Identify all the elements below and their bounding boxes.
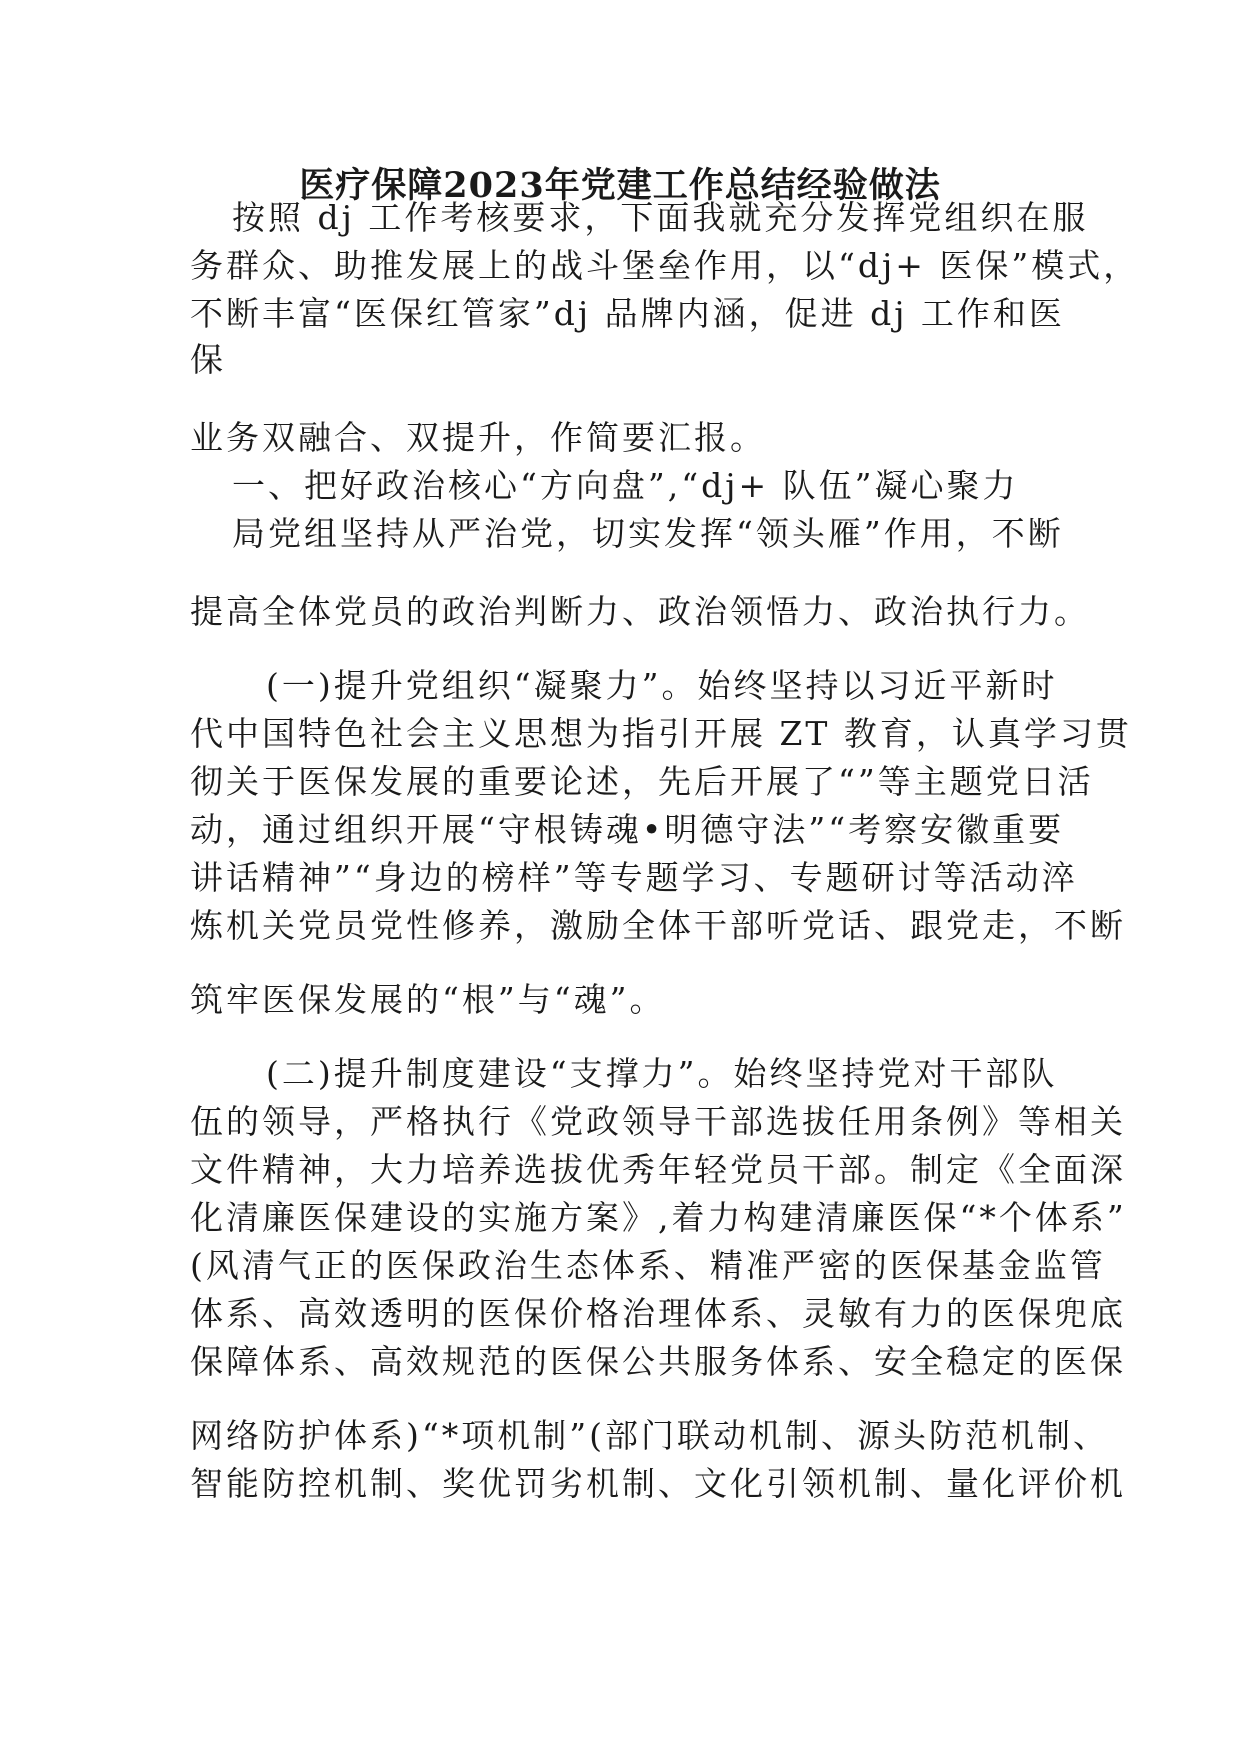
- body-line: 网络防护体系)“*项机制”(部门联动机制、源头防范机制、: [190, 1416, 1109, 1455]
- body-line: 动，通过组织开展“守根铸魂•明德守法”“考察安徽重要: [190, 810, 1065, 849]
- body-line: (风清气正的医保政治生态体系、精准严密的医保基金监管: [190, 1246, 1106, 1285]
- body-line: 代中国特色社会主义思想为指引开展 ZT 教育，认真学习贯: [190, 714, 1132, 753]
- body-line: 彻关于医保发展的重要论述，先后开展了“”等主题党日活: [190, 762, 1094, 801]
- body-line: 炼机关党员党性修养，激励全体干部听党话、跟党走，不断: [190, 906, 1126, 945]
- subsection-heading: (一)提升党组织“凝聚力”。始终坚持以习近平新时: [266, 666, 1058, 705]
- body-line: 化清廉医保建设的实施方案》,着力构建清廉医保“*个体系”: [190, 1198, 1127, 1237]
- subsection-heading: (二)提升制度建设“支撑力”。始终坚持党对干部队: [266, 1054, 1058, 1093]
- body-line: 智能防控机制、奖优罚劣机制、文化引领机制、量化评价机: [190, 1464, 1126, 1503]
- body-line: 业务双融合、双提升，作简要汇报。: [190, 418, 766, 457]
- document-title: 医疗保障2023年党建工作总结经验做法: [299, 165, 941, 206]
- body-line: 筑牢医保发展的“根”与“魂”。: [190, 980, 666, 1019]
- body-line: 讲话精神”“身边的榜样”等专题学习、专题研讨等活动淬: [190, 858, 1078, 897]
- body-line: 提高全体党员的政治判断力、政治领悟力、政治执行力。: [190, 592, 1090, 631]
- body-line: 局党组坚持从严治党，切实发挥“领头雁”作用，不断: [232, 514, 1064, 553]
- body-line: 按照 dj 工作考核要求，下面我就充分发挥党组织在服: [232, 198, 1089, 237]
- body-line: 不断丰富“医保红管家”dj 品牌内涵，促进 dj 工作和医: [190, 294, 1065, 333]
- body-line: 文件精神，大力培养选拔优秀年轻党员干部。制定《全面深: [190, 1150, 1126, 1189]
- body-line: 保: [190, 340, 226, 379]
- section-heading: 一、把好政治核心“方向盘”,“dj+ 队伍”凝心聚力: [232, 466, 1019, 505]
- body-line: 保障体系、高效规范的医保公共服务体系、安全稳定的医保: [190, 1342, 1126, 1381]
- body-line: 体系、高效透明的医保价格治理体系、灵敏有力的医保兜底: [190, 1294, 1126, 1333]
- body-line: 务群众、助推发展上的战斗堡垒作用，以“dj+ 医保”模式，: [190, 246, 1140, 285]
- body-line: 伍的领导，严格执行《党政领导干部选拔任用条例》等相关: [190, 1102, 1126, 1141]
